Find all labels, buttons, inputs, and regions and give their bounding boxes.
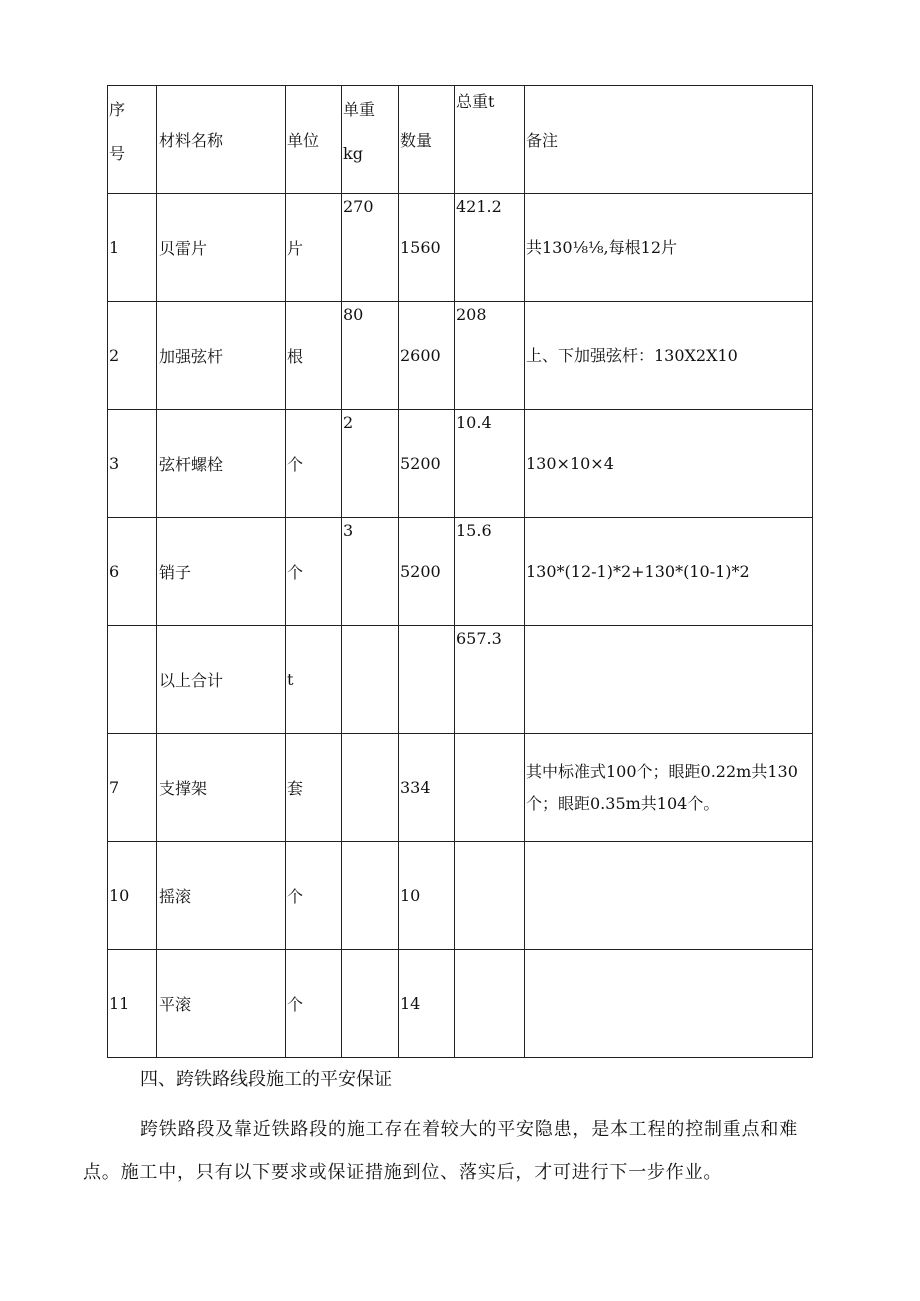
cell-name <box>157 734 286 842</box>
unit-weight-text: 80 <box>343 305 364 324</box>
cell-quantity <box>399 842 455 950</box>
cell-index <box>108 626 157 734</box>
quantity-text: 2600 <box>400 346 441 365</box>
quantity-text: 334 <box>400 778 431 797</box>
cell-unit-weight <box>342 950 399 1058</box>
unit-text: 个 <box>287 995 304 1014</box>
cell-remark <box>525 518 813 626</box>
name-text: 摇滚 <box>159 887 192 906</box>
remark-text <box>526 842 530 949</box>
header-remark: 备注 <box>526 131 559 150</box>
header-index-line-1: 序 <box>109 100 126 119</box>
name-text: 贝雷片 <box>159 239 208 258</box>
cell-index <box>108 194 157 302</box>
cell-remark <box>525 734 813 842</box>
cell-unit <box>286 950 342 1058</box>
header-index-cell <box>108 86 157 194</box>
cell-unit-weight <box>342 194 399 302</box>
name-text: 支撑架 <box>159 779 208 798</box>
unit-text: 个 <box>287 563 304 582</box>
name-text: 以上合计 <box>159 671 224 690</box>
cell-total-weight <box>455 842 525 950</box>
cell-unit-weight <box>342 410 399 518</box>
cell-quantity <box>399 734 455 842</box>
quantity-text: 10 <box>400 886 421 905</box>
cell-unit <box>286 194 342 302</box>
header-unit-weight-line-1: 单重 <box>343 100 376 119</box>
header-name-cell <box>157 86 286 194</box>
remark-text: 共130⅛⅛,每根12片 <box>526 237 678 257</box>
cell-name <box>157 302 286 410</box>
cell-quantity <box>399 518 455 626</box>
cell-index <box>108 950 157 1058</box>
cell-total-weight <box>455 734 525 842</box>
total-weight-text: 10.4 <box>456 413 492 432</box>
name-text: 弦杆螺栓 <box>159 455 224 474</box>
remark-text: 130*(12-1)*2+130*(10-1)*2 <box>526 561 750 581</box>
header-index-line-2: 号 <box>109 144 126 163</box>
remark-text: 上、下加强弦杆：130X2X10 <box>526 345 738 365</box>
unit-text: t <box>287 670 294 689</box>
header-quantity: 数量 <box>400 131 433 150</box>
total-weight-text: 657.3 <box>456 629 502 648</box>
cell-total-weight <box>455 518 525 626</box>
index-text: 10 <box>109 886 130 905</box>
cell-total-weight <box>455 950 525 1058</box>
header-row <box>108 86 813 194</box>
unit-text: 个 <box>287 887 304 906</box>
cell-index <box>108 518 157 626</box>
header-unit-weight-line-2: kg <box>343 144 363 163</box>
cell-name <box>157 518 286 626</box>
unit-weight-text: 270 <box>343 197 374 216</box>
header-total-weight: 总重t <box>456 92 495 111</box>
cell-remark <box>525 410 813 518</box>
table-row <box>108 734 813 842</box>
cell-unit <box>286 518 342 626</box>
index-text: 11 <box>109 994 130 1013</box>
cell-unit-weight <box>342 518 399 626</box>
quantity-text: 5200 <box>400 454 441 473</box>
cell-remark <box>525 626 813 734</box>
header-remark-cell <box>525 86 813 194</box>
unit-text: 片 <box>287 239 304 258</box>
header-name: 材料名称 <box>159 131 224 150</box>
cell-unit <box>286 410 342 518</box>
cell-remark <box>525 194 813 302</box>
cell-unit <box>286 734 342 842</box>
table-row <box>108 626 813 734</box>
cell-index <box>108 410 157 518</box>
cell-quantity <box>399 302 455 410</box>
section-title: 四、跨铁路线段施工的平安保证 <box>140 1069 392 1090</box>
unit-text: 根 <box>287 347 304 366</box>
cell-unit <box>286 302 342 410</box>
cell-index <box>108 734 157 842</box>
name-text: 平滚 <box>159 995 192 1014</box>
unit-text: 个 <box>287 455 304 474</box>
index-text: 1 <box>109 238 120 257</box>
cell-total-weight <box>455 410 525 518</box>
header-unit: 单位 <box>287 131 320 150</box>
total-weight-text: 15.6 <box>456 521 492 540</box>
cell-name <box>157 842 286 950</box>
section-paragraph: 跨铁路段及靠近铁路段的施工存在着较大的平安隐患，是本工程的控制重点和难点。施工中，只有以下要求或保证措施到位、落实后，才可进行下一步作业。 <box>83 1119 798 1183</box>
index-text: 7 <box>109 778 120 797</box>
cell-quantity <box>399 950 455 1058</box>
header-total-weight-cell <box>455 86 525 194</box>
header-unit-weight-cell <box>342 86 399 194</box>
cell-name <box>157 194 286 302</box>
index-text: 2 <box>109 346 120 365</box>
materials-table <box>107 85 813 1058</box>
table-row <box>108 194 813 302</box>
remark-text <box>526 950 530 1057</box>
cell-name <box>157 950 286 1058</box>
cell-unit-weight <box>342 842 399 950</box>
cell-index <box>108 302 157 410</box>
total-weight-text: 421.2 <box>456 197 502 216</box>
remark-text: 130×10×4 <box>526 453 614 473</box>
unit-weight-text: 3 <box>343 521 354 540</box>
table-row <box>108 410 813 518</box>
index-text: 6 <box>109 562 120 581</box>
total-weight-text: 208 <box>456 305 487 324</box>
cell-unit <box>286 626 342 734</box>
quantity-text: 1560 <box>400 238 441 257</box>
cell-total-weight <box>455 626 525 734</box>
cell-unit <box>286 842 342 950</box>
cell-unit-weight <box>342 626 399 734</box>
cell-name <box>157 410 286 518</box>
name-text: 加强弦杆 <box>159 347 224 366</box>
index-text: 3 <box>109 454 120 473</box>
quantity-text: 14 <box>400 994 421 1013</box>
header-unit-cell <box>286 86 342 194</box>
cell-remark <box>525 950 813 1058</box>
table-body <box>108 194 813 1058</box>
header-quantity-cell <box>399 86 455 194</box>
remark-text: 其中标准式100个；眼距0.22m共130个；眼距0.35m共104个。 <box>526 761 798 813</box>
table-row <box>108 842 813 950</box>
cell-quantity <box>399 626 455 734</box>
cell-index <box>108 842 157 950</box>
table-row <box>108 950 813 1058</box>
cell-total-weight <box>455 302 525 410</box>
cell-remark <box>525 302 813 410</box>
table-row <box>108 302 813 410</box>
cell-quantity <box>399 194 455 302</box>
cell-unit-weight <box>342 302 399 410</box>
quantity-text: 5200 <box>400 562 441 581</box>
cell-unit-weight <box>342 734 399 842</box>
name-text: 销子 <box>159 563 192 582</box>
cell-total-weight <box>455 194 525 302</box>
cell-quantity <box>399 410 455 518</box>
cell-remark <box>525 842 813 950</box>
cell-name <box>157 626 286 734</box>
unit-weight-text: 2 <box>343 413 354 432</box>
table-row <box>108 518 813 626</box>
unit-text: 套 <box>287 779 304 798</box>
remark-text <box>526 626 530 733</box>
